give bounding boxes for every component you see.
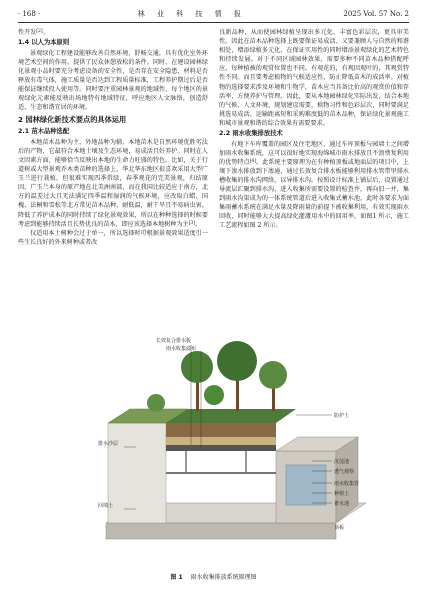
label-tank: 蓄水池 bbox=[334, 501, 350, 507]
section-heading: 1.4 以人为本原则 bbox=[18, 39, 70, 47]
paragraph: 仅适用本土树种会过于单一，所以选择时可根据景观效果适度引一些生长良好的外来树种或者改 bbox=[18, 229, 208, 246]
paragraph: 良新品种，从而使园林绿植呈现出多元化、丰富色彩层次，更具审美性。因此在苗木品种选择上既要保证易成活、又要兼顾人与自然的和谐相处，增添绿植多元化，在保证实用性的同时增添景观绿化的艺术特色和持续发展。对于不同区域园林效果，需要多种不同苗木品种搭配呼应，每种植被的观赏位置也不同，有观花的，有观因观叶的，其观赏特性不同。而且要考虑植物的气候适应性，防止降低苗木的成活率。对植物的选择要求涉及环境和生物学，苗木应当具备比价高的观赏价值和存活率，方便养护与管理。因此，要从本地园林绿化实际出发，结合本地的气候、人文环境、规划建设需要，植物习性和色彩层次，同时要满足挑选易成活、运输距离短和采购难度低的苗木品种，保证绿化景观施工和城市景观和谐的综合效果有需要要求。 bbox=[219, 29, 409, 127]
header-rule bbox=[18, 22, 409, 23]
label-drain-board: 长效复合排水板 bbox=[156, 338, 192, 344]
figure-caption bbox=[0, 572, 427, 581]
page-number: · 168 · bbox=[18, 10, 41, 18]
label-soil: 防护土 bbox=[334, 413, 350, 419]
base-slab-front bbox=[106, 523, 336, 539]
label-pipe: 雨水收集管 bbox=[334, 481, 360, 487]
drain-board-layer bbox=[166, 445, 276, 451]
right-column bbox=[219, 28, 409, 230]
paragraph: 有地下车库覆盖的园区及住宅地区，通过车库顶板与园墙土之间增加雨水收集系统，这可以很好地实现海绵城市雨水排放且不浪费复利用的优势特点[4]。此系统主要原理为在有种植顶板或地面层的项目中，上壤下渗水排放到下渗通，通过长效复合排水板能够利用排水管带里排水槽收集的排水沟网络，以导排水沟，按照设计标准上铺层后，设置通过导流层汇聚到排水沟，进入收集所需要设置的检查井，再向旧一并，集到雨水沟渠成为的一体系统管道后进入收集式蓄水池，此时各要求为面集雨蓄水系统在满足水量及降雨量的前提下被收集利用，有效实现雨水回收，同时能够大大提高绿化灌溉用水中的回用率，如图1 所示，施工工艺流程如图 2 所示。 bbox=[219, 140, 410, 230]
left-column bbox=[18, 28, 208, 247]
page-header bbox=[18, 8, 409, 20]
label-planting: 种植土 bbox=[334, 491, 350, 497]
issue-info: 2025 Vol. 57 No. 2 bbox=[343, 10, 409, 18]
section-heading: 2.1 苗木品种选配 bbox=[18, 128, 70, 136]
label-settle: 沉淀池 bbox=[334, 459, 350, 465]
label-slab: 顶板 bbox=[334, 525, 345, 531]
label-pump: 透气观察 bbox=[334, 469, 355, 475]
sand-layer bbox=[166, 437, 276, 445]
soil-layer bbox=[166, 423, 276, 437]
figure-title: 雨水收集排放系统原理图 bbox=[190, 574, 257, 581]
label-filter-cloth: 雨水收集滤布 bbox=[166, 346, 197, 352]
label-sand: 排水沙层 bbox=[98, 441, 119, 447]
section-heading: 2.2 雨水收集排放技术 bbox=[219, 130, 283, 138]
label-fill: 回填土 bbox=[98, 503, 114, 509]
figure-number: 图 1 bbox=[170, 574, 183, 581]
journal-title: 林 业 科 技 情 报 bbox=[137, 10, 246, 18]
diagram-svg bbox=[96, 333, 380, 561]
paragraph: 景观绿化工程建设能够改善自然环境，舒畅交通，具有优化室外环境艺术空间的作用，提供了民众休憩放松的条件。同时，在建设园林绿化景观小品时要充分考虑设备的安全性，是否存在安全隐患，材料是否释放有毒气体，施工质量是否达到工程质量标准，工程养护期过后是否能保证继续投入使用等。同时要注重园林景观的地域性，每个地区的景观绿化元素能反映出场地特有地域特征，呼应地区人文脉络，创造舒适、生态和谐宜居的环境。 bbox=[18, 49, 208, 112]
grass-layer bbox=[166, 409, 296, 423]
wall-block bbox=[108, 423, 166, 523]
rainwater-system-diagram bbox=[96, 333, 380, 561]
chapter-heading: 2 园林绿化新技术要点的具体运用 bbox=[18, 115, 127, 125]
paragraph: 本地苗木品种为主，外地品种为辅，本地苗木是自然环境优胜劣汰后的产物，它最符合本地土壤及生态环境，易成活且好养护。同时在人文因素方面，能够恰当反映出本地的生命力旺盛的特色。比如，关于行道树或大型景观乔木类苗种的选择上，华北华东地区很喜欢采用大型广玉兰进行栽植，但很难实现四季常绿，春季观花的完美景观，归结原因，广玉兰本身的原产地在北美洲南部，而在我国比较适应于南方，北方的温差过大且无法满足四季温和湿润的气候环境，应改取白蜡、国槐、法桐和雪松等北方常见苗木品种，耐低温，耐干旱且不易病虫害，降低了养护成本的同时持续了绿化景观效果，所以在种种选择的时候要考虑到能够持续活且长势优良的苗木，即应该选择本地树种为主[3]。 bbox=[18, 138, 208, 228]
paragraph: 性开发[2]。 bbox=[18, 29, 49, 36]
